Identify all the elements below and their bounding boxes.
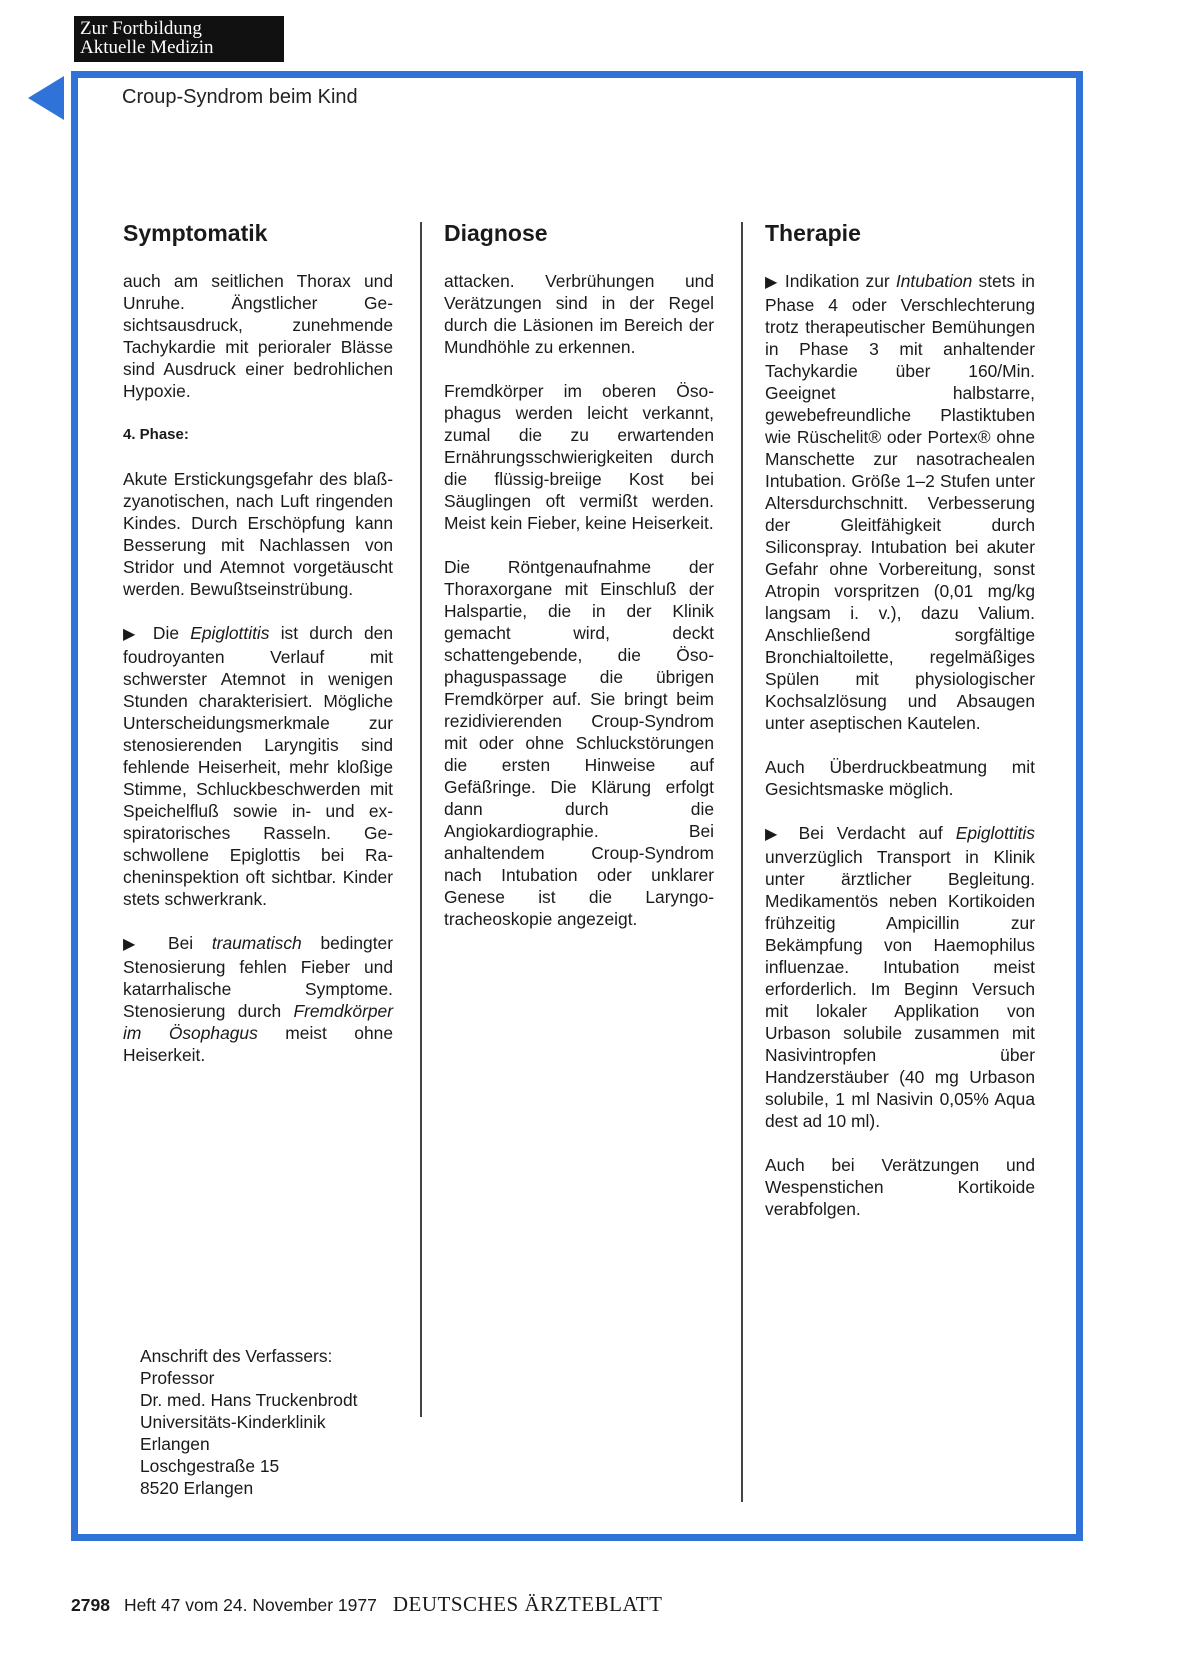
author-address <box>140 1345 357 1499</box>
rubric-line-1: Zur Fortbildung <box>80 18 202 39</box>
text-run: Indikation zur <box>784 271 896 291</box>
rubric-badge <box>74 16 284 62</box>
triangle-left-icon <box>28 76 64 120</box>
address-line: Loschgestraße 15 <box>140 1456 280 1476</box>
text-run: stets in Phase 4 oder Verschlechterung trotz therapeutischer Bemühungen in Phase 3 mit anhaltender Tachykardie über 160/Min. Geeignet halbstarre, gewebefreundliche Plastiktuben wie Rüschelit® oder Portex® ohne Manschette zur nasotrachealen Intubation. Größe 1–2 Stufen unter Altersdurchschnitt. Verbesserung der Gleitfähigkeit durch Siliconspray. Intubation bei akuter Gefahr ohne Vorbereitung, sonst Atropin vorspritzen (0,01 mg/kg langsam i. v.), dazu Valium. Anschließend sorgfältige Bronchialtoilette, regelmäßiges Spülen mit physiologischer Kochsalzlösung und Absaugen unter aseptischen Kautelen. <box>765 271 1035 733</box>
arrow-right-icon: ▶ <box>123 936 150 953</box>
address-line: Professor <box>140 1368 215 1388</box>
paragraph: attacken. Verbrühungen und Verätzungen sind in der Regel durch die Läsionen im Bereich der Mundhöhle zu erkennen. <box>444 271 714 357</box>
subheading: 4. Phase: <box>123 426 189 443</box>
column-title: Symptomatik <box>123 220 268 246</box>
paragraph: Auch bei Verätzungen und Wespenstichen Kortikoide verabfolgen. <box>765 1155 1035 1219</box>
paragraph: Die Röntgenaufnahme der Thoraxorgane mit Einschluß der Halspartie, die in der Klinik gemacht wird, deckt schattengebende, die Ösophaguspassage die übrigen Fremdkörper auf. Sie bringt beim rezidivierenden Croup-Syndrom mit oder ohne Schluckstörungen die ersten Hinweise auf Gefäßringe. Die Klärung erfolgt dann durch die Angiokardiographie. Bei anhaltendem Croup-Syndrom nach Intubation oder unklarer Genese ist die Laryngotracheoskopie angezeigt. <box>444 557 714 929</box>
text-run: ist durch den foudroyanten Verlauf mit schwerster Atemnot in wenigen Stunden charakterisiert. Mögliche Unterscheidungsmerkmale zur stenosierenden Laryngitis sind fehlende Heiserheit, mehr kloßige Stimme, Schluckbeschwerden mit Speichelfluß sowie in- und exspiratorisches Rasseln. Geschwollene Epiglottis bei Racheninspektion oft sichtbar. Kinder stets schwerkrank. <box>123 623 394 909</box>
paragraph <box>123 622 393 910</box>
magazine-name: DEUTSCHES ÄRZTEBLATT <box>392 1592 663 1616</box>
section-title: Croup-Syndrom beim Kind <box>122 86 358 108</box>
emphasis: traumatisch <box>211 933 302 953</box>
column-title: Therapie <box>765 220 861 246</box>
emphasis: Fremdkörper im Ösophagus <box>123 1001 393 1043</box>
arrow-right-icon: ▶ <box>765 826 786 843</box>
column-therapie <box>765 218 1035 1242</box>
text-run: Die <box>152 623 191 643</box>
emphasis: Intubation <box>895 271 973 291</box>
column-symptomatik <box>123 218 393 1088</box>
address-line: 8520 Erlangen <box>140 1478 254 1498</box>
text-run: Bei Verdacht auf <box>798 823 956 843</box>
paragraph <box>765 270 1035 734</box>
paragraph: auch am seitlichen Thorax und Unruhe. Ängstlicher Gesichtsausdruck, zunehmende Tachykardie mit perioraler Blässe sind Ausdruck einer bedrohlichen Hypoxie. <box>123 271 393 401</box>
page-number: 2798 <box>71 1595 110 1615</box>
page-footer <box>71 1592 662 1617</box>
arrow-right-icon: ▶ <box>123 626 142 643</box>
rubric-line-2: Aktuelle Medizin <box>80 37 214 58</box>
issue-info: Heft 47 vom 24. November 1977 <box>123 1595 377 1615</box>
arrow-right-icon: ▶ <box>765 274 779 291</box>
text-run: bedingter Stenosierung fehlen Fieber und katarrhalische Symptome. Stenosierung durch <box>123 933 393 1021</box>
column-divider <box>420 222 422 1417</box>
paragraph: Fremdkörper im oberen Ösophagus werden leicht verkannt, zumal die zu erwartenden Ernährungsschwierigkeiten durch die flüssig-breiige Kost bei Säuglingen oft vermißt werden. Meist kein Fieber, keine Heiserkeit. <box>444 381 714 533</box>
text-run: unverzüglich Transport in Klinik unter ärztlicher Begleitung. Medikamentös neben Kortikoiden frühzeitig Ampicillin zur Bekämpfung von Haemophilus influenzae. Intubation meist erforderlich. Im Beginn Versuch mit lokaler Applikation von Urbason solubile zusammen mit Nasivintropfen über Handzerstäuber (40 mg Urbason solubile, 1 ml Nasivin 0,05% Aqua dest ad 10 ml). <box>765 847 1035 1131</box>
emphasis: Epiglottitis <box>955 823 1035 843</box>
column-diagnose <box>444 218 714 952</box>
column-title: Diagnose <box>444 220 548 246</box>
address-line: Erlangen <box>140 1434 210 1454</box>
emphasis: Epiglottitis <box>190 623 270 643</box>
address-line: Dr. med. Hans Truckenbrodt <box>140 1390 358 1410</box>
address-line: Anschrift des Verfassers: <box>140 1346 333 1366</box>
paragraph: Akute Erstickungsgefahr des blaß-zyanotischen, nach Luft ringenden Kindes. Durch Erschöpfung kann Besserung mit Nachlassen von Stridor und Atemnot vorgetäuscht werden. Bewußtseinstrübung. <box>123 469 393 599</box>
column-divider <box>741 222 743 1502</box>
paragraph <box>765 822 1035 1132</box>
paragraph: Auch Überdruckbeatmung mit Gesichtsmaske möglich. <box>765 757 1035 799</box>
address-line: Universitäts-Kinderklinik <box>140 1412 326 1432</box>
paragraph <box>123 932 393 1066</box>
text-run: Bei <box>167 933 212 953</box>
text-run: meist ohne Heiserkeit. <box>123 1023 393 1065</box>
